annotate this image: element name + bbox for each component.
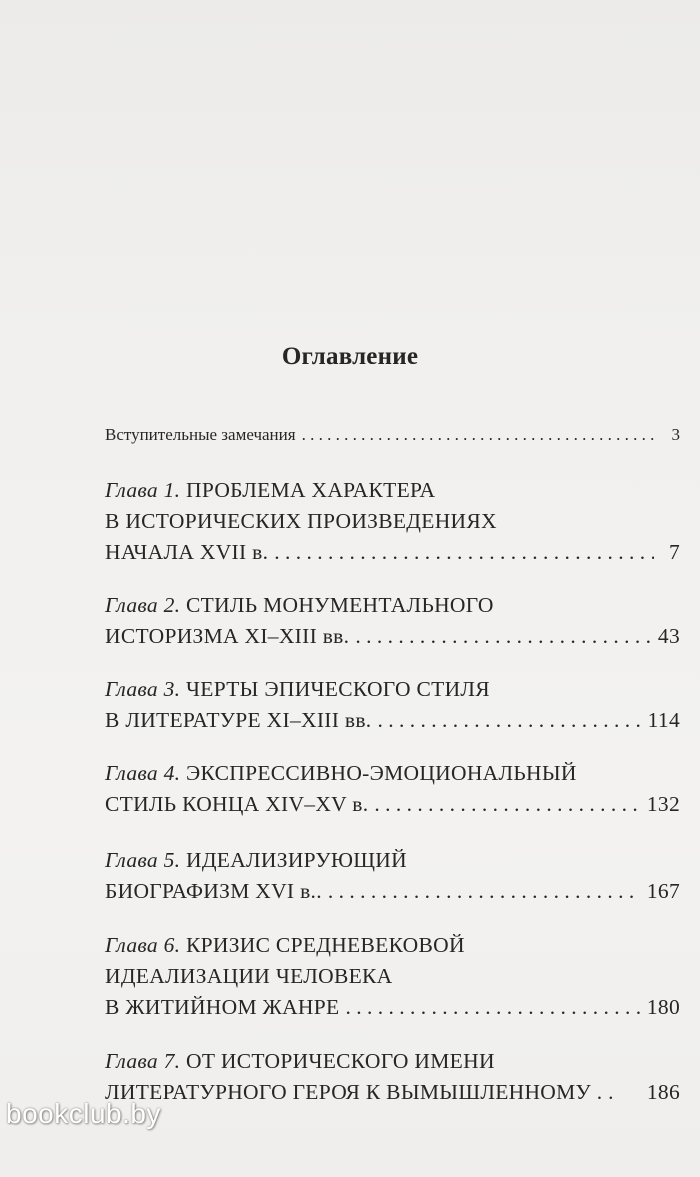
toc-line <box>105 879 680 910</box>
toc-line <box>105 425 680 447</box>
chapter-title-line: ОТ ИСТОРИЧЕСКОГО ИМЕНИ <box>186 1049 495 1073</box>
page-number: 7 <box>668 540 680 564</box>
page-number: 180 <box>646 995 680 1019</box>
chapter-label: Глава 4. <box>105 761 181 785</box>
toc-line <box>105 995 680 1026</box>
page-number: 186 <box>646 1080 680 1104</box>
watermark-logo: bookclub.by <box>6 1098 161 1129</box>
chapter-label: Глава 1. <box>105 478 181 502</box>
toc-entry-chapter-4 <box>105 761 680 823</box>
toc-entry-chapter-2 <box>105 593 680 655</box>
toc-line <box>105 792 680 823</box>
toc-line <box>105 761 680 792</box>
toc-line <box>105 509 680 540</box>
chapter-label: Глава 6. <box>105 933 181 957</box>
chapter-title-line: В ЖИТИЙНОМ ЖАНРЕ <box>105 995 340 1019</box>
page-number: 43 <box>657 624 680 648</box>
chapter-title-line: СТИЛЬ МОНУМЕНТАЛЬНОГО <box>186 593 494 617</box>
chapter-title-line: ЭКСПРЕССИВНО-ЭМОЦИОНАЛЬНЫЙ <box>186 761 577 785</box>
toc-title: Оглавление <box>281 343 419 370</box>
chapter-title-line: КРИЗИС СРЕДНЕВЕКОВОЙ <box>186 933 465 957</box>
chapter-title-line: ИСТОРИЗМА XI–XIII вв. <box>105 624 350 648</box>
leader-dots <box>302 425 654 445</box>
toc-line <box>105 848 680 879</box>
toc-entry-chapter-1 <box>105 478 680 571</box>
toc-line <box>105 708 680 739</box>
toc-line <box>105 933 680 964</box>
toc-line <box>105 1080 680 1111</box>
toc-line <box>105 964 680 995</box>
toc-entry-intro <box>105 425 680 447</box>
toc-line <box>105 540 680 571</box>
leader-dots <box>374 792 640 817</box>
toc-line <box>105 624 680 655</box>
chapter-title-line: ЛИТЕРАТУРНОГО ГЕРОЯ К ВЫМЫШЛЕННОМУ . . <box>105 1080 614 1104</box>
chapter-title-line: СТИЛЬ КОНЦА XIV–XV в. <box>105 792 369 816</box>
chapter-title-line: ЧЕРТЫ ЭПИЧЕСКОГО СТИЛЯ <box>186 677 490 701</box>
leader-dots <box>274 540 654 565</box>
toc-entry-chapter-6 <box>105 933 680 1026</box>
chapter-label: Глава 7. <box>105 1049 181 1073</box>
leader-dots <box>328 879 641 904</box>
chapter-title-line: ИДЕАЛИЗИРУЮЩИЙ <box>186 848 407 872</box>
toc-line <box>105 593 680 624</box>
page-number: 3 <box>671 425 680 444</box>
leader-dots <box>345 995 640 1020</box>
toc-entry-chapter-3 <box>105 677 680 739</box>
chapter-title-line: НАЧАЛА XVII в. <box>105 540 269 564</box>
toc-line <box>105 1049 680 1080</box>
toc-line <box>105 478 680 509</box>
chapter-title-line: В ИСТОРИЧЕСКИХ ПРОИЗВЕДЕНИЯХ <box>105 509 497 533</box>
leader-dots <box>377 708 641 733</box>
page-number: 132 <box>646 792 680 816</box>
page-number: 114 <box>647 708 680 732</box>
toc-entry-chapter-7 <box>105 1049 680 1111</box>
chapter-title-line: ПРОБЛЕМА ХАРАКТЕРА <box>186 478 436 502</box>
toc-entry-chapter-5 <box>105 848 680 910</box>
chapter-title-line: В ЛИТЕРАТУРЕ XI–XIII вв. <box>105 708 372 732</box>
chapter-label: Глава 5. <box>105 848 181 872</box>
chapter-label: Глава 3. <box>105 677 181 701</box>
page-number: 167 <box>646 879 680 903</box>
leader-dots <box>355 624 652 649</box>
chapter-label: Глава 2. <box>105 593 181 617</box>
toc-entry-text: Вступительные замечания <box>105 425 296 444</box>
chapter-title-line: БИОГРАФИЗМ XVI в.. <box>105 879 322 903</box>
toc-line <box>105 677 680 708</box>
chapter-title-line: ИДЕАЛИЗАЦИИ ЧЕЛОВЕКА <box>105 964 393 988</box>
